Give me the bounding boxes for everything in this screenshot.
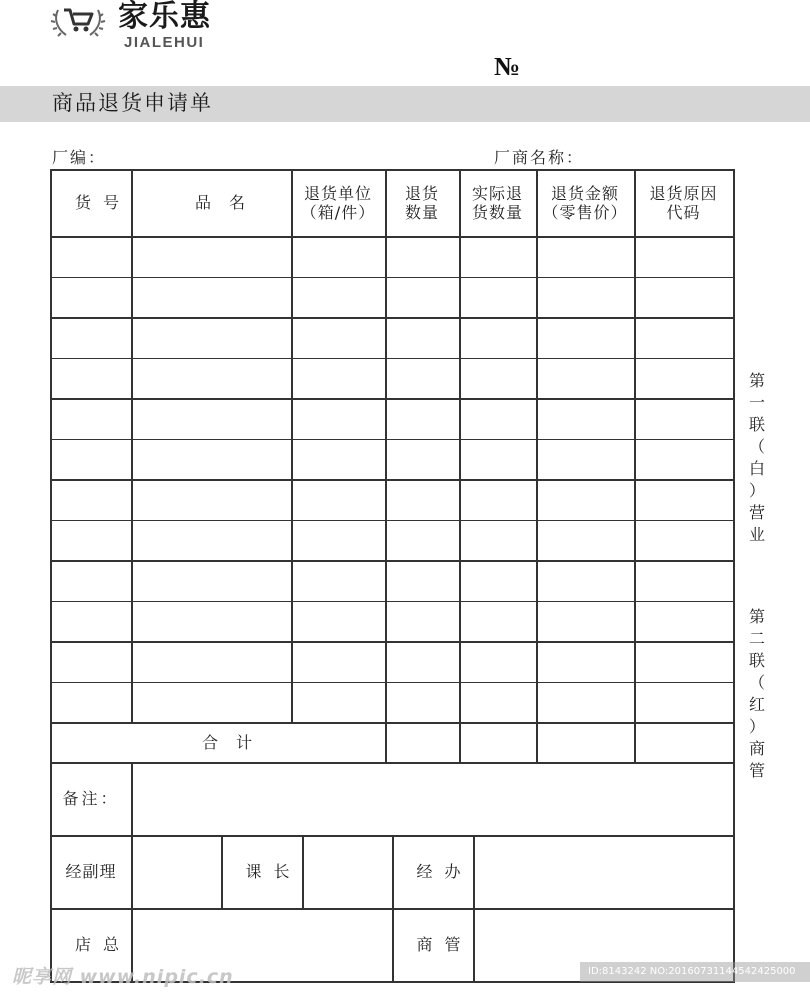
vendor-name-field[interactable]: 厂商名称： — [494, 148, 585, 167]
grid-line-h — [50, 398, 735, 400]
copy-label-second: 第 二 联 （ 红 ） 商 管 — [748, 607, 765, 780]
col-header-actual-return-qty: 实际退 货数量 — [471, 183, 523, 222]
grid-line-h — [50, 317, 735, 319]
watermark-id-text: ID:8143242 NO:20160731144542425000 — [580, 962, 810, 982]
grid-line-v — [459, 169, 461, 762]
grid-line-v — [385, 169, 387, 762]
grid-line-v — [733, 169, 735, 981]
handler-signature[interactable] — [473, 835, 733, 908]
grid-line-h — [50, 236, 735, 238]
col-header-return-amount: 退货金额 （零售价） — [542, 183, 628, 222]
factory-code-field[interactable]: 厂编： — [52, 148, 107, 167]
brand-name-en: JIALEHUI — [124, 34, 205, 51]
col-header-return-reason-code: 退货原因 代码 — [649, 183, 718, 222]
section-chief-signature[interactable] — [302, 835, 392, 908]
remarks-input[interactable] — [131, 762, 733, 835]
grid-line-h — [50, 277, 735, 279]
grid-line-v — [536, 169, 538, 762]
col-header-return-qty: 退货 数量 — [404, 183, 439, 222]
grid-line-h — [50, 641, 735, 643]
grid-line-v — [291, 169, 293, 722]
store-manager-label: 店总 — [74, 935, 131, 954]
deputy-manager-label: 经副理 — [65, 862, 117, 881]
grid-line-v — [634, 169, 636, 762]
brand-name-cn: 家乐惠 — [118, 0, 211, 34]
deputy-manager-signature[interactable] — [131, 835, 221, 908]
grid-line-v — [131, 169, 133, 722]
col-header-product-name: 品 名 — [194, 193, 264, 212]
grid-line-h — [50, 439, 735, 441]
grid-line-h — [50, 520, 735, 522]
grid-line-h — [50, 479, 735, 481]
remarks-label: 备注： — [62, 789, 120, 808]
handler-label: 经办 — [416, 862, 473, 881]
merchandiser-label: 商管 — [416, 935, 473, 954]
grid-line-h — [50, 682, 735, 684]
watermark-site-text: 昵享网 www.nipic.cn — [12, 966, 234, 988]
page-title: 商品退货申请单 — [52, 91, 213, 115]
grid-line-h — [50, 601, 735, 603]
total-row-label: 合计 — [201, 732, 270, 752]
document-number-label: № — [494, 52, 521, 81]
col-header-return-unit: 退货单位 （箱/件） — [300, 183, 376, 222]
section-chief-label: 课长 — [245, 862, 302, 881]
col-header-item-no: 货 号 — [74, 193, 132, 212]
cart-laurel-logo-icon — [50, 2, 106, 42]
grid-line-h — [50, 358, 735, 360]
grid-line-h — [50, 560, 735, 562]
copy-label-first: 第 一 联 （ 白 ） 营 业 — [748, 371, 765, 544]
